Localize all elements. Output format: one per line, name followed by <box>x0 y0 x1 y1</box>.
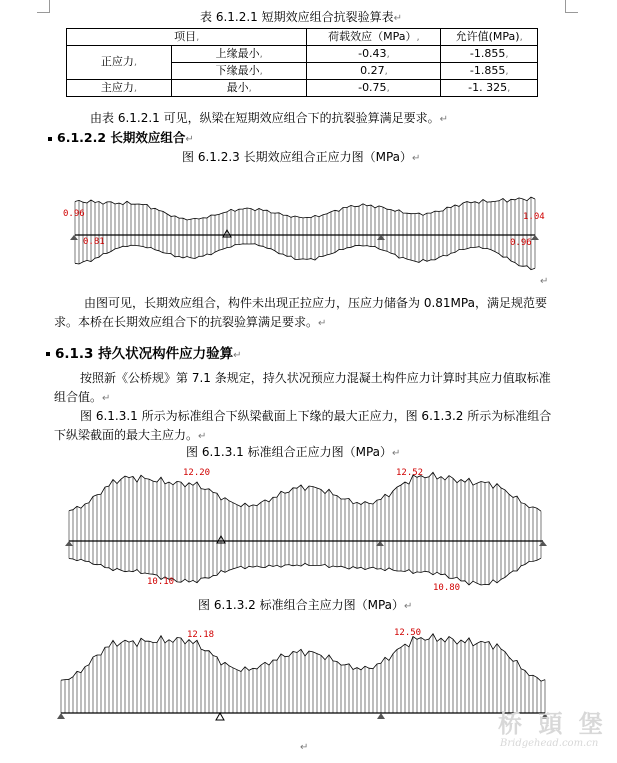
paragraph-mark: ↵ <box>300 742 309 753</box>
support-left-icon <box>65 541 73 546</box>
crop-mark-top-left <box>37 0 50 13</box>
cell-effect: 0.27, <box>307 63 441 80</box>
data-label: 12.18 <box>187 630 215 640</box>
header-item: 项目, <box>67 29 307 46</box>
cell-group: 正应力, <box>67 46 172 80</box>
cell-allow: -1. 325, <box>441 80 538 97</box>
table-note: 由表 6.1.2.1 可见，纵梁在短期效应组合下的抗裂验算满足要求。↵ <box>90 111 449 125</box>
cell-effect: -0.75, <box>307 80 441 97</box>
data-label: 1.04 <box>523 212 545 222</box>
support-right-icon <box>531 235 539 240</box>
cell-allow: -1.855, <box>441 46 538 63</box>
heading-bullet <box>48 137 52 141</box>
figure-caption-6131: 图 6.1.3.1 标准组合正应力图（MPa）↵ <box>186 445 401 459</box>
data-label: 10.10 <box>147 577 175 587</box>
cell-sub: 下缘最小, <box>172 63 307 80</box>
support-right-icon <box>539 541 547 546</box>
data-label: 10.80 <box>433 583 461 593</box>
table-row <box>67 46 538 63</box>
chart-standard-normal-stress <box>55 462 555 597</box>
support-left-icon <box>57 713 65 719</box>
chart-standard-principal-stress <box>55 622 555 730</box>
paragraph-613-1: 按照新《公桥规》第 7.1 条规定，持久状况预应力混凝土构件应力计算时其应力值取标准组合值。↵ <box>54 371 551 404</box>
support-pier2-icon <box>377 713 385 719</box>
paragraph-mark: ↵ <box>540 276 549 287</box>
figure-caption-6123: 图 6.1.2.3 长期效应组合正应力图（MPa）↵ <box>182 150 421 164</box>
chart-long-term-normal-stress <box>55 165 555 285</box>
watermark-title: 桥 頭 堡 <box>498 709 607 738</box>
paragraph-613-2: 图 6.1.3.1 所示为标准组合下纵梁截面上下缘的最大正应力，图 6.1.3.2 所示为标准组合下纵梁截面的最大主应力。↵ <box>54 409 552 442</box>
table-caption: 表 6.1.2.1 短期效应组合抗裂验算表↵ <box>200 10 403 24</box>
heading-bullet <box>46 352 50 356</box>
chart-lower-outline <box>75 244 535 270</box>
table-header-row <box>67 29 538 46</box>
figure-caption-6132: 图 6.1.3.2 标准组合主应力图（MPa）↵ <box>198 598 413 612</box>
cell-sub: 上缘最小, <box>172 46 307 63</box>
heading-6122: 6.1.2.2 长期效应组合↵ <box>48 128 194 146</box>
data-label: 12.52 <box>396 468 424 478</box>
crop-mark-top-right <box>565 0 578 13</box>
chart-upper-outline <box>75 197 535 220</box>
data-label: 0.96 <box>510 238 532 248</box>
data-label: 0.81 <box>83 237 105 247</box>
watermark-url: Bridgehead.com.cn <box>500 738 599 749</box>
chart-upper-outline <box>61 634 545 682</box>
paragraph-long-term: 由图可见，长期效应组合，构件未出现正拉应力，压应力储备为 0.81MPa，满足规范要求。本桥在长期效应组合下的抗裂验算满足要求。↵ <box>54 296 547 329</box>
check-table <box>66 28 538 97</box>
support-pier2-icon <box>377 235 385 240</box>
cell-group: 主应力, <box>67 80 172 97</box>
header-allow: 允许值(MPa), <box>441 29 538 46</box>
cell-allow: -1.855, <box>441 63 538 80</box>
data-label: 0.96 <box>63 209 85 219</box>
heading-613: 6.1.3 持久状况构件应力验算↵ <box>46 342 242 362</box>
data-label: 12.20 <box>183 468 211 478</box>
support-pier1-icon <box>216 713 224 720</box>
cell-sub: 最小, <box>172 80 307 97</box>
cell-effect: -0.43, <box>307 46 441 63</box>
table-row <box>67 80 538 97</box>
support-left-icon <box>70 235 78 240</box>
data-label: 12.50 <box>394 628 422 638</box>
header-effect: 荷载效应（MPa）, <box>307 29 441 46</box>
